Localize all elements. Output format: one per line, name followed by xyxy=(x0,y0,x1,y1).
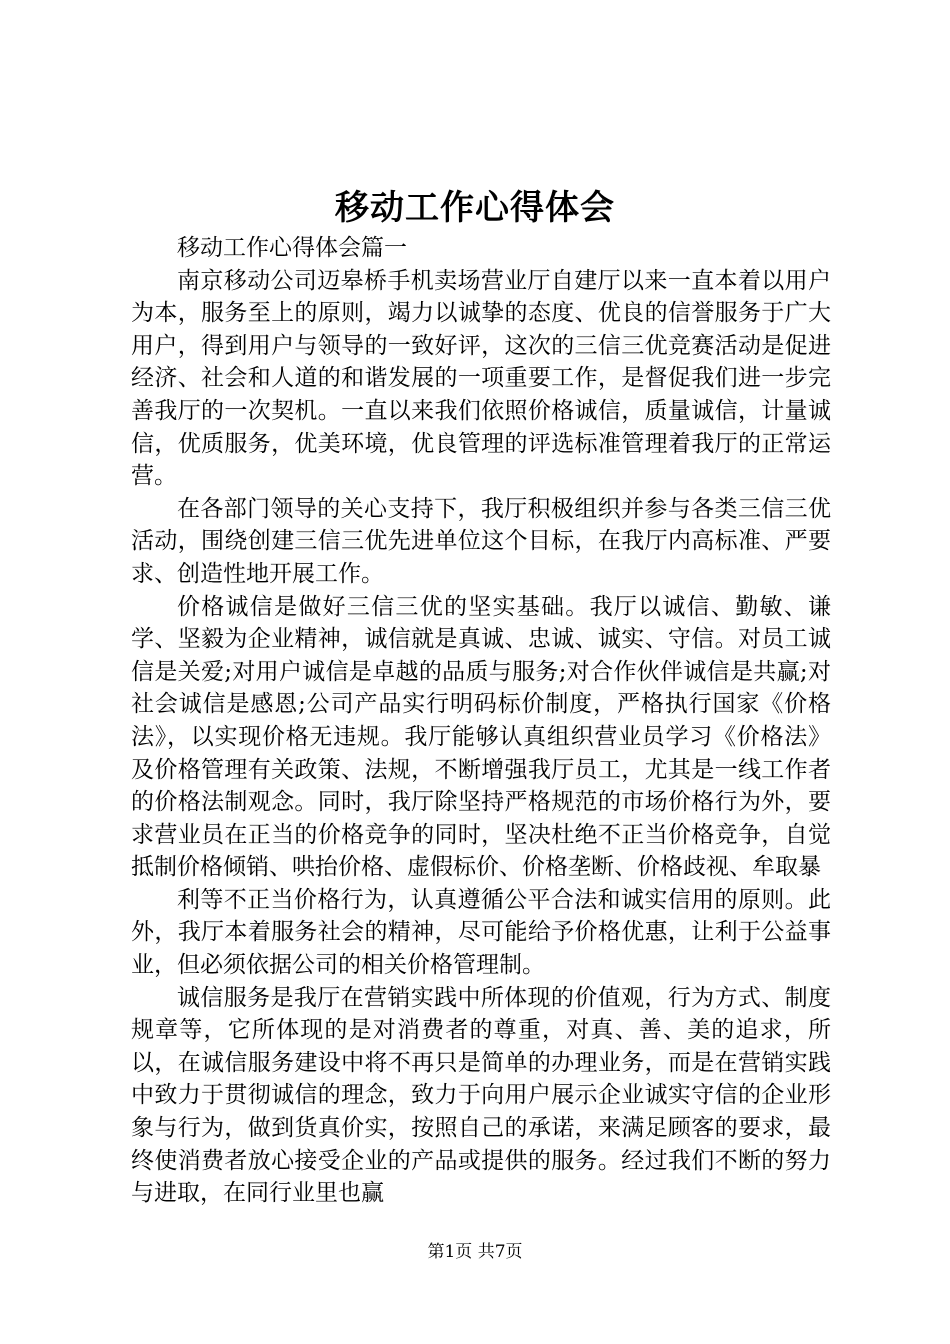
paragraph: 南京移动公司迈皋桥手机卖场营业厅自建厅以来一直本着以用户为本，服务至上的原则，竭力以诚挚的态度、优良的信誉服务于广大用户，得到用户与领导的一致好评，这次的三信三优竞赛活动是促进经济、社会和人道的和谐发展的一项重要工作，是督促我们进一步完善我厅的一次契机。一直以来我们依照价格诚信，质量诚信，计量诚信，优质服务，优美环境，优良管理的评选标准管理着我厅的正常运营。 xyxy=(131,267,831,490)
document-body xyxy=(131,232,831,1210)
paragraph: 诚信服务是我厅在营销实践中所体现的价值观，行为方式、制度规章等，它所体现的是对消费者的尊重，对真、善、美的追求，所以，在诚信服务建设中将不再只是简单的办理业务，而是在营销实践中致力于贯彻诚信的理念，致力于向用户展示企业诚实守信的企业形象与行为，做到货真价实，按照自己的承诺，来满足顾客的要求，最终使消费者放心接受企业的产品或提供的服务。经过我们不断的努力与进取，在同行业里也赢 xyxy=(131,984,831,1207)
paragraph: 利等不正当价格行为，认真遵循公平合法和诚实信用的原则。此外，我厅本着服务社会的精神，尽可能给予价格优惠，让利于公益事业，但必须依据公司的相关价格管理制。 xyxy=(131,886,831,979)
section-heading: 移动工作心得体会篇一 xyxy=(177,235,407,261)
document-title: 移动工作心得体会 xyxy=(335,188,615,228)
page-footer: 第1页 共7页 xyxy=(427,1242,523,1262)
paragraph: 在各部门领导的关心支持下，我厅积极组织并参与各类三信三优活动，围绕创建三信三优先进单位这个目标，在我厅内高标准、严要求、创造性地开展工作。 xyxy=(131,495,831,587)
paragraph: 价格诚信是做好三信三优的坚实基础。我厅以诚信、勤敏、谦学、坚毅为企业精神，诚信就是真诚、忠诚、诚实、守信。对员工诚信是关爱;对用户诚信是卓越的品质与服务;对合作伙伴诚信是共赢;对社会诚信是感恩;公司产品实行明码标价制度，严格执行国家《价格法》，以实现价格无违规。我厅能够认真组织营业员学习《价格法》及价格管理有关政策、法规，不断增强我厅员工，尤其是一线工作者的价格法制观念。同时，我厅除坚持严格规范的市场价格行为外，要求营业员在正当的价格竞争的同时，坚决杜绝不正当价格竞争，自觉抵制价格倾销、哄抬价格、虚假标价、价格垄断、价格歧视、牟取暴 xyxy=(131,593,831,881)
